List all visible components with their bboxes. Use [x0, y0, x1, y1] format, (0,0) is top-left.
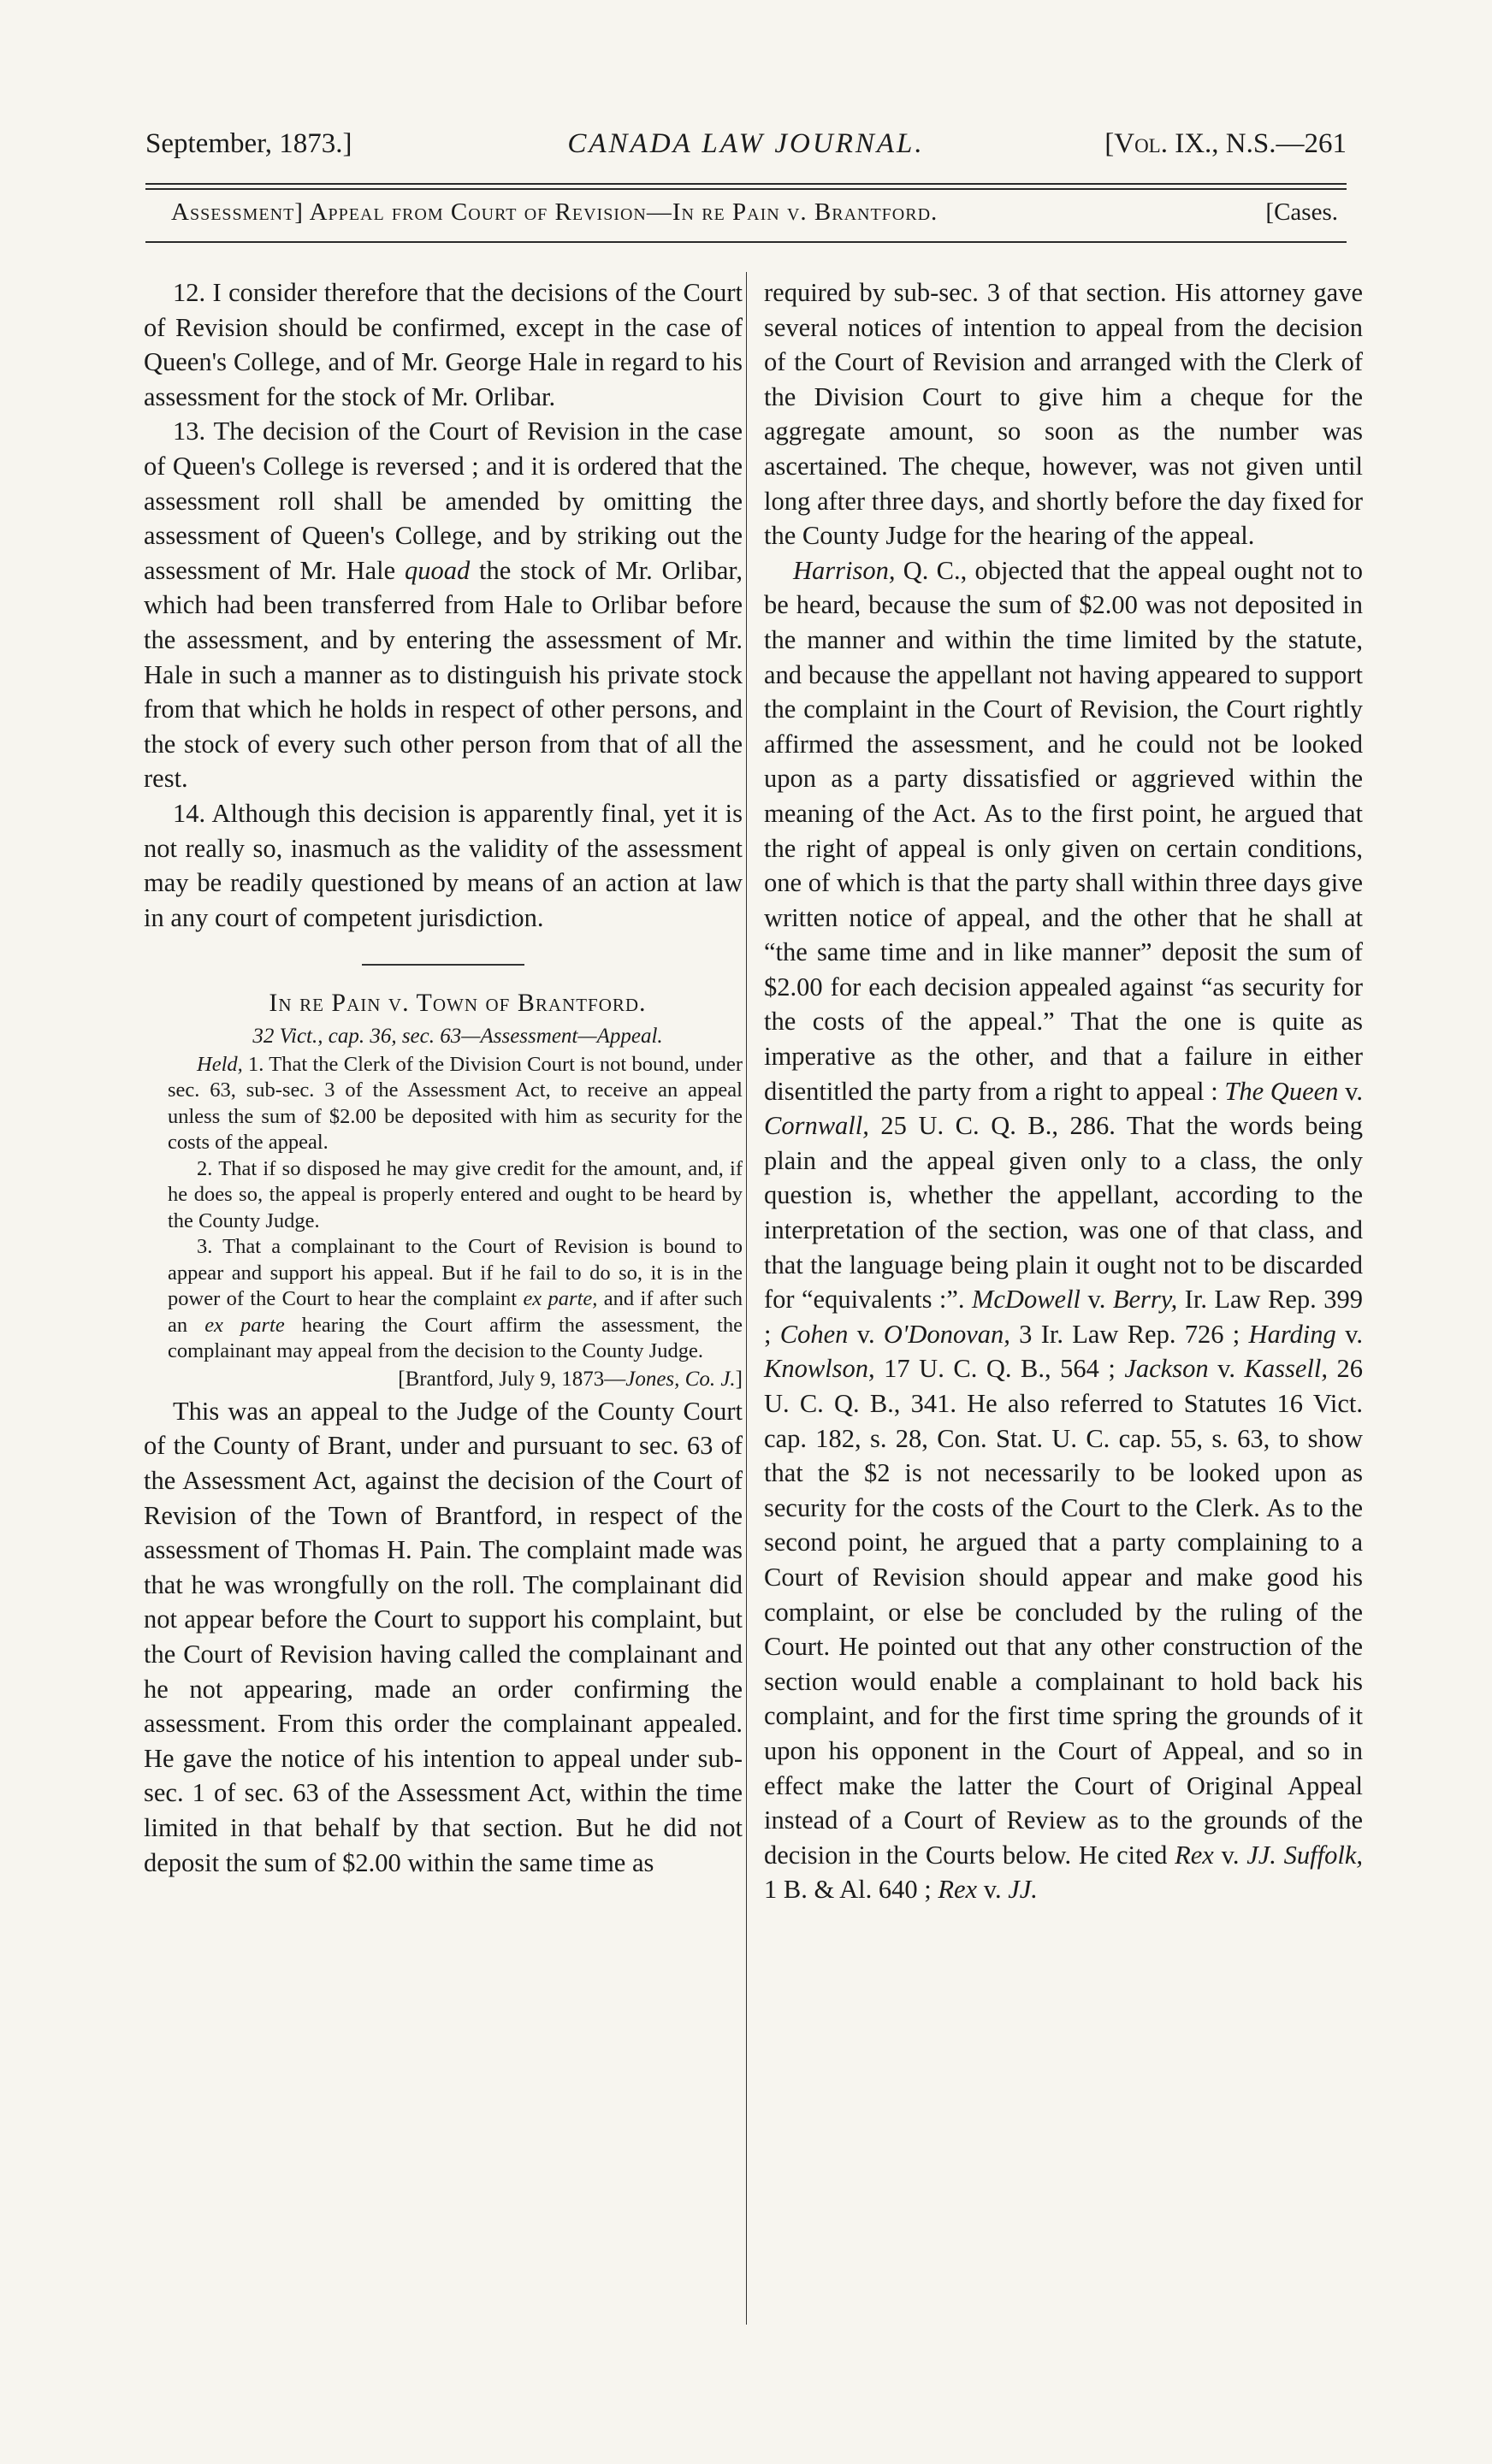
section-separator — [362, 964, 524, 966]
header-date: September, 1873.] — [145, 128, 352, 159]
case-header-title: Assessment] Appeal from Court of Revision—In re Pain v. Brantford. — [171, 198, 938, 226]
statute-citation: 32 Vict., cap. 36, sec. 63—Assessment—Appeal. — [252, 1024, 663, 1048]
running-head — [145, 128, 1347, 171]
header-rule-double — [145, 188, 1347, 190]
decision-dateline: [Brantford, July 9, 1873—Jones, Co. J.] — [398, 1367, 743, 1391]
column-divider — [746, 272, 747, 2325]
header-journal-title: CANADA LAW JOURNAL. — [567, 128, 925, 159]
paragraph-13: 13. The decision of the Court of Revision in the case of Queen's College is reversed ; and it is ordered that the assessment roll shall be amended by omitting the assessment of Queen's College, and by striking out the assessment of Mr. Hale quoad the stock of Mr. Orlibar, which had been transferred from Hale to Orlibar before the assessment, and by entering the assessment of Mr. Hale in such a manner as to distinguish his private stock from that which he holds in respect of other persons, and the stock of every such other person from that of all the rest. — [144, 417, 743, 794]
argument-paragraph: Harrison, Q. C., objected that the appeal ought not to be heard, because the sum of $2.00 was not deposited in the manner and within the time limited by the statute, and because the appellant not having appeared to support the complaint in the Court of Revision, the Court rightly affirmed the assessment, and he could not be looked upon as a party dissatisfied or aggrieved within the meaning of the Act. As to the first point, he argued that the right of appeal is only given on certain conditions, one of which is that the party shall within three days give written notice of appeal, and the other that he shall at “the same time and in like manner” deposit the sum of $2.00 for each decision appealed against “as security for the costs of the appeal.” That the one is quite as imperative as the other, and that a failure in either disentitled the party from a right to appeal : The Queen v. Cornwall, 25 U. C. Q. B., 286. That the words being plain and the appeal given only to a class, the only question is, whether the appellant, according to the interpretation of the section, was one of that class, and that the language being plain it ought not to be discarded for “equivalents :”. McDowell v. Berry, Ir. Law Rep. 399 ; Cohen v. O'Donovan, 3 Ir. Law Rep. 726 ; Harding v. Knowlson, 17 U. C. Q. B., 564 ; Jackson v. Kassell, 26 U. C. Q. B., 341. He also referred to Statutes 16 Vict. cap. 182, s. 28, Con. Stat. U. C. cap. 55, s. 63, to show that the $2 is not necessarily to be looked upon as security for the costs of the Court to the Clerk. As to the second point, he argued that a party complaining to a Court of Revision should appear and make good his complaint, or else be concluded by the ruling of the Court. He pointed out that any other construction of the section would enable a complainant to hold back his complaint, and for the first time spring the grounds of it upon his opponent in the Court of Appeal, and so in effect make the latter the Court of Original Appeal instead of a Court of Review as to the grounds of the decision in the Courts below. He cited Rex v. JJ. Suffolk, 1 B. & Al. 640 ; Rex v. JJ. — [764, 555, 1363, 1905]
right-column — [764, 275, 1363, 1907]
header-rule-top — [145, 183, 1347, 185]
paragraph-12: 12. I consider therefore that the decisions of the Court of Revision should be confirmed, except in the case of Queen's College, and of Mr. George Hale in regard to his assessment for the stock of Mr. Orlibar. — [144, 278, 743, 411]
held-point-1: Held, 1. That the Clerk of the Division Court is not bound, under sec. 63, sub-sec. 3 of the Assessment Act, to receive an appeal unless the sum of $2.00 be deposited with him as security for the costs of the appeal. — [168, 1052, 743, 1155]
case-header — [171, 198, 1347, 233]
header-volume-page: [Vol. IX., N.S.—261 — [1104, 128, 1347, 159]
continued-paragraph: required by sub-sec. 3 of that section. His attorney gave several notices of intention to appeal from the decision of the Court of Revision and arranged with the Clerk of the Division Court to give him a cheque for the aggregate amount, so soon as the number was ascertained. The cheque, however, was not given until long after three days, and shortly before the day fixed for the County Judge for the hearing of the appeal. — [764, 278, 1363, 551]
quoad-term: quoad — [404, 555, 471, 585]
paragraph-14: 14. Although this decision is apparently final, yet it is not really so, inasmuch as the validity of the assessment may be readily questioned by means of an action at law in any court of competent jurisdiction. — [144, 798, 743, 932]
case-title: In re Pain v. Town of Brantford. — [269, 989, 647, 1018]
left-column — [144, 275, 743, 1880]
held-point-2: 2. That if so disposed he may give credit for the amount, and, if he does so, the appeal is properly entered and ought to be heard by the County Judge. — [168, 1156, 743, 1232]
held-point-3: 3. That a complainant to the Court of Revision is bound to appear and support his appeal. But if he fail to do so, it is in the power of the Court to hear the complaint ex parte, and if after such an ex parte hearing the Court affirm the assessment, the complainant may appeal from the decision to the County Judge. — [168, 1235, 743, 1363]
case-header-rule — [145, 241, 1347, 243]
case-header-section-tag: [Cases. — [1265, 198, 1338, 226]
case-body-paragraph: This was an appeal to the Judge of the County Court of the County of Brant, under and pursuant to sec. 63 of the Assessment Act, against the decision of the Court of Revision of the Town of Brantford, in respect of the assessment of Thomas H. Pain. The complaint made was that he was wrongfully on the roll. The complainant did not appear before the Court to support his complaint, but the Court of Revision having called the complainant and he not appearing, made an order confirming the assessment. From this order the complainant appealed. He gave the notice of his intention to appeal under sub-sec. 1 of sec. 63 of the Assessment Act, within the time limited in that behalf by that section. But he did not deposit the sum of $2.00 within the same time as — [144, 1396, 743, 1877]
